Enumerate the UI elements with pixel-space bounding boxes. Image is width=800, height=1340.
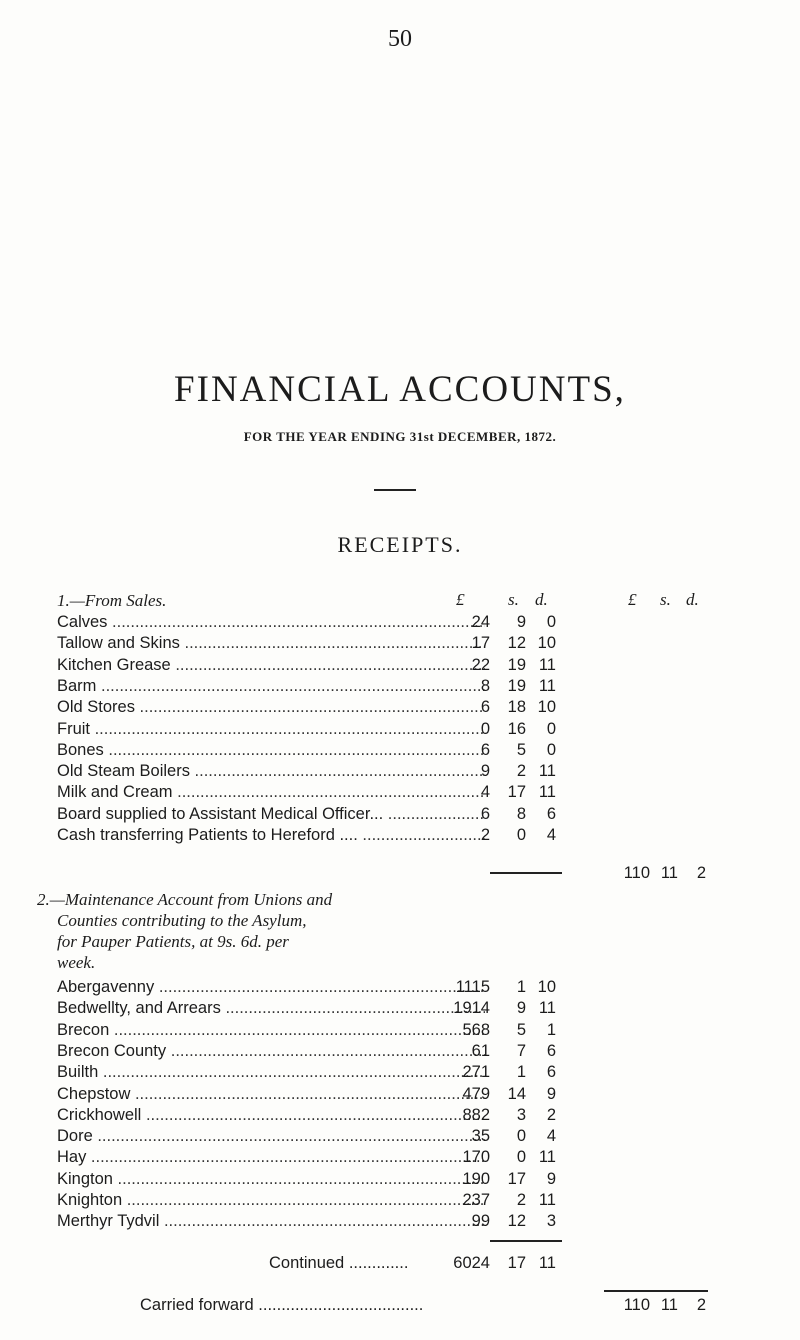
section1-item-label-text: Fruit	[57, 719, 90, 738]
section1-item-row	[0, 696, 800, 718]
section1-item-row	[0, 803, 800, 825]
section1-item-shillings: 5	[516, 740, 526, 759]
section2-item-label	[57, 1019, 485, 1041]
section2-item-label-text: Kington	[57, 1169, 113, 1188]
section2-item-pence: 4	[546, 1127, 556, 1146]
section1-item-shillings: 16	[507, 719, 526, 738]
section2-item-pence: 2	[546, 1105, 556, 1124]
section1-item-shillings: 18	[507, 698, 526, 717]
section1-total-shillings: 11	[660, 864, 678, 882]
section2-item-pence: 11	[538, 999, 556, 1018]
section2-title-line2: Counties contributing to the Asylum,	[57, 911, 307, 930]
section1-item-pounds: 24	[471, 613, 490, 631]
col-head-shillings: s.	[508, 590, 519, 609]
section2-item-label	[57, 1146, 485, 1168]
carried-forward-shillings: 11	[660, 1296, 678, 1314]
section1-item-pence: 11	[538, 676, 556, 695]
section2-item-row	[0, 1125, 800, 1147]
section2-item-label	[57, 1083, 485, 1105]
continued-shillings: 17	[507, 1254, 526, 1272]
section1-item-label	[57, 781, 485, 803]
section2-item-pounds: 882	[462, 1105, 490, 1124]
section1-item-pence: 0	[546, 740, 556, 759]
section2-item-label	[57, 1125, 485, 1147]
section2-item-row	[0, 1189, 800, 1211]
section2-item-label-text: Crickhowell	[57, 1105, 142, 1124]
section2-item-pounds: 170	[462, 1148, 490, 1167]
section1-item-row	[0, 760, 800, 782]
section1-item-label-text: Calves	[57, 613, 108, 631]
section2-item-pence: 10	[537, 978, 556, 996]
section1-item-label	[57, 824, 485, 846]
section2-item-label	[57, 1104, 485, 1126]
col-head-pounds: £	[456, 590, 465, 609]
section1-item-row	[0, 718, 800, 740]
section1-item-label-text: Old Steam Boilers	[57, 762, 190, 781]
section2-item-row	[0, 1019, 800, 1041]
section2-item-label-text: Brecon County	[57, 1041, 167, 1060]
section1-item-label-text: Cash transferring Patients to Hereford ....	[57, 826, 358, 844]
section2-item-label-text: Hay	[57, 1148, 87, 1167]
section2-item-row	[0, 1104, 800, 1126]
carried-forward-pounds: 110	[623, 1296, 650, 1314]
section1-item-pounds: 17	[471, 634, 490, 653]
section1-total	[0, 862, 800, 884]
continued-pence: 11	[538, 1254, 556, 1272]
final-rule	[604, 1290, 708, 1292]
section1-item-pounds: 6	[480, 698, 490, 717]
section1-item-pence: 10	[537, 698, 556, 717]
section2-item-shillings: 12	[507, 1212, 526, 1231]
total-head-shillings: s.	[660, 590, 671, 609]
section1-item-row	[0, 632, 800, 654]
section2-item-pence: 9	[546, 1084, 556, 1103]
section2-item-pounds: 479	[462, 1084, 490, 1103]
continued-pounds: 6024	[453, 1254, 490, 1272]
section2-title-line4: week.	[57, 953, 96, 972]
section2-rule	[490, 1240, 562, 1242]
section2-item-label-text: Bedwellty, and Arrears	[57, 999, 221, 1018]
section1-item-label	[57, 611, 485, 633]
section1-total-pence: 2	[696, 864, 706, 882]
section2-item-pounds: 190	[462, 1169, 490, 1188]
section2-item-shillings: 7	[516, 1041, 526, 1060]
section2-item-pence: 11	[538, 1191, 556, 1209]
section1-total-pounds: 110	[623, 864, 650, 882]
section2-item-label-text: Knighton	[57, 1191, 123, 1209]
section1-item-pence: 4	[546, 826, 556, 844]
section2-item-pounds: 237	[462, 1191, 490, 1209]
section2-item-shillings: 1	[516, 1063, 526, 1082]
page-number: 50	[388, 26, 412, 52]
section1-item-pounds: 8	[480, 676, 490, 695]
section2-item-pounds: 271	[462, 1063, 490, 1082]
section2-item-row	[0, 997, 800, 1019]
section2-item-label	[57, 1210, 485, 1232]
section2-item-shillings: 2	[516, 1191, 526, 1209]
section1-item-shillings: 19	[507, 676, 526, 695]
section2-item-label-text: Chepstow	[57, 1084, 131, 1103]
section1-item-label-text: Old Stores	[57, 698, 135, 717]
page-title: FINANCIAL ACCOUNTS,	[174, 369, 626, 410]
section1-item-shillings: 8	[516, 804, 526, 823]
section2-item-pence: 6	[546, 1063, 556, 1082]
section1-item-shillings: 12	[507, 634, 526, 653]
section1-item-label-text: Board supplied to Assistant Medical Officer...	[57, 804, 384, 823]
section1-item-pounds: 0	[480, 719, 490, 738]
section1-item-label	[57, 696, 485, 718]
section2-item-shillings: 1	[516, 978, 526, 996]
section2-item-label-text: Brecon	[57, 1020, 110, 1039]
section2-item-row	[0, 1146, 800, 1168]
section2-item-shillings: 0	[516, 1127, 526, 1146]
section2-item-label	[57, 1168, 485, 1190]
section1-item-pence: 11	[538, 655, 556, 674]
section1-title: 1.—From Sales.	[57, 591, 167, 610]
section1-item-label	[57, 718, 485, 740]
section2-item-row	[0, 976, 800, 998]
title-divider	[374, 489, 416, 491]
section1-item-label-text: Bones	[57, 740, 104, 759]
total-head-pounds: £	[628, 590, 637, 609]
section2-item-pence: 6	[546, 1041, 556, 1060]
section1-item-row	[0, 654, 800, 676]
section1-item-label	[57, 654, 485, 676]
section2-item-pounds: 1115	[455, 978, 490, 996]
section2-item-pence: 9	[546, 1169, 556, 1188]
section2-item-label	[57, 1189, 485, 1211]
col-head-pence: d.	[535, 590, 548, 609]
section1-item-pounds: 22	[471, 655, 490, 674]
section2-item-label-text: Abergavenny	[57, 978, 155, 996]
section1-item-label	[57, 760, 485, 782]
carried-forward-row: Carried forward .................................... 110 11 2	[140, 1296, 706, 1314]
section2-item-label	[57, 976, 485, 998]
section1-item-label	[57, 632, 485, 654]
section1-item-shillings: 0	[516, 826, 526, 844]
section2-item-label	[57, 997, 485, 1019]
section2-title-line3: for Pauper Patients, at 9s. 6d. per	[57, 932, 289, 951]
receipts-heading: RECEIPTS.	[337, 532, 463, 557]
section2-item-pounds: 61	[471, 1041, 490, 1060]
section2-item-pounds: 35	[471, 1127, 490, 1146]
section1-item-pence: 11	[538, 783, 556, 802]
section2-item-label-text: Dore	[57, 1127, 93, 1146]
section1-item-label-text: Milk and Cream	[57, 783, 173, 802]
section1-item-label-text: Kitchen Grease	[57, 655, 171, 674]
section1-item-pence: 10	[537, 634, 556, 653]
section2-item-shillings: 5	[516, 1020, 526, 1039]
continued-label: Continued	[269, 1254, 345, 1272]
section1-item-shillings: 2	[516, 762, 526, 781]
section2-title-line1: 2.—Maintenance Account from Unions and	[37, 890, 333, 909]
section2-item-pence: 1	[546, 1020, 556, 1039]
section1-item-row	[0, 739, 800, 761]
section1-item-pence: 0	[546, 719, 556, 738]
carried-forward-pence: 2	[696, 1296, 706, 1314]
section1-item-row	[0, 824, 800, 846]
section2-item-label	[57, 1061, 485, 1083]
section2-item-row	[0, 1168, 800, 1190]
section2-item-shillings: 14	[507, 1084, 526, 1103]
section1-item-pence: 6	[546, 804, 556, 823]
section1-item-pence: 11	[538, 762, 556, 781]
section1-item-label	[57, 739, 485, 761]
section1-item-label-text: Tallow and Skins	[57, 634, 180, 653]
section2-item-pounds: 99	[471, 1212, 490, 1231]
section1-item-row	[0, 781, 800, 803]
carried-forward-label: Carried forward	[140, 1296, 254, 1314]
section2-item-label-text: Merthyr Tydvil	[57, 1212, 160, 1231]
section1-item-label-text: Barm	[57, 676, 97, 695]
continued-row: Continued ............. 6024 17 11	[269, 1254, 556, 1272]
section2-item-row	[0, 1061, 800, 1083]
section1-item-pounds: 4	[480, 783, 490, 802]
section1-item-label	[57, 803, 485, 825]
section2-item-shillings: 9	[516, 999, 526, 1018]
section2-item-pence: 3	[546, 1212, 556, 1231]
section1-item-row	[0, 611, 800, 633]
section1-item-pounds: 6	[480, 804, 490, 823]
section2-item-shillings: 3	[516, 1105, 526, 1124]
section2-item-pounds: 1914	[453, 999, 490, 1018]
section2-item-shillings: 0	[516, 1148, 526, 1167]
section1-item-shillings: 19	[507, 655, 526, 674]
section2-item-row	[0, 1083, 800, 1105]
section1-item-pounds: 9	[480, 762, 490, 781]
section2-item-pence: 11	[538, 1148, 556, 1167]
section2-item-shillings: 17	[507, 1169, 526, 1188]
section1-item-shillings: 17	[507, 783, 526, 802]
page-subtitle: FOR THE YEAR ENDING 31st DECEMBER, 1872.	[243, 429, 557, 444]
section1-item-pounds: 2	[480, 826, 490, 844]
section2-item-label	[57, 1040, 485, 1062]
section2-item-label-text: Builth	[57, 1063, 99, 1082]
section1-item-pounds: 6	[480, 740, 490, 759]
section1-item-pence: 0	[546, 613, 556, 631]
section2-item-row	[0, 1040, 800, 1062]
section1-item-row	[0, 675, 800, 697]
total-head-pence: d.	[686, 590, 699, 609]
section2-item-row	[0, 1210, 800, 1232]
section2-item-pounds: 568	[462, 1020, 490, 1039]
section1-item-label	[57, 675, 485, 697]
section1-item-shillings: 9	[516, 613, 526, 631]
